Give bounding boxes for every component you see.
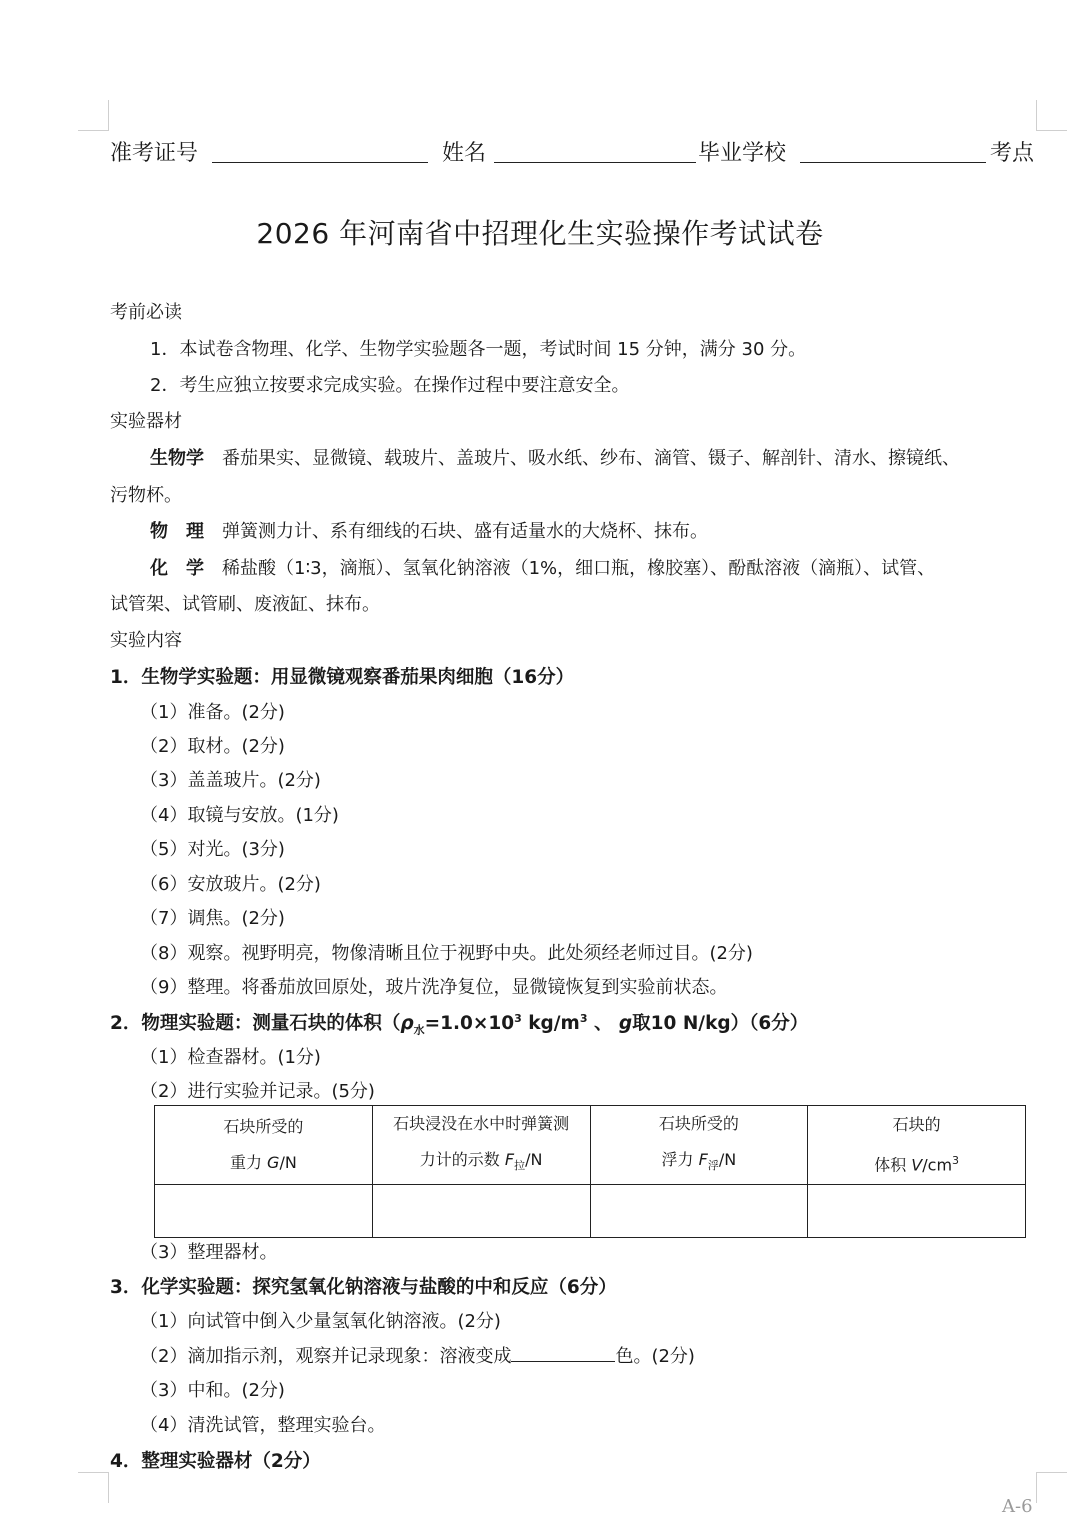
q1-step: （3）盖盖玻片。(2分) — [140, 770, 321, 791]
rho-unit-exponent: 3 — [579, 1011, 588, 1025]
rho-unit: kg/m — [521, 1013, 580, 1034]
header-text: 重力 — [229, 1153, 268, 1173]
q3-step — [140, 1342, 695, 1368]
school-blank[interactable] — [800, 162, 986, 163]
q2-heading — [110, 1009, 808, 1038]
chemistry-materials: 稀盐酸（1∶3，滴瓶）、氢氧化钠溶液（1%，细口瓶，橡胶塞）、酚酞溶液（滴瓶）、试管、 — [222, 558, 936, 579]
buoyancy-cell[interactable] — [590, 1185, 808, 1238]
header-text: 体积 — [874, 1155, 912, 1175]
crop-mark-top-right — [1036, 100, 1067, 131]
q1-heading: 1．生物学实验题：用显微镜观察番茄果肉细胞（16分） — [110, 667, 575, 688]
header-text — [155, 1145, 372, 1181]
symbol-g: G — [267, 1153, 280, 1173]
reading-cell[interactable] — [372, 1185, 590, 1238]
notice-item: 2．考生应独立按要求完成实验。在操作过程中要注意安全。 — [150, 375, 630, 396]
color-answer-blank[interactable] — [511, 1343, 615, 1362]
q2-step: （2）进行实验并记录。(5分) — [140, 1081, 375, 1102]
q1-step: （8）观察。视野明亮，物像清晰且位于视野中央。此处须经老师过目。(2分) — [140, 943, 753, 964]
header-text: 力计的示数 — [419, 1150, 505, 1169]
unit: /N — [525, 1150, 543, 1169]
school-label: 毕业学校 — [698, 141, 787, 166]
weight-cell[interactable] — [155, 1185, 373, 1238]
crop-mark-bottom-left — [78, 1472, 109, 1503]
rho-exponent: 3 — [514, 1011, 522, 1025]
q1-step: （1）准备。(2分) — [140, 702, 285, 723]
chemistry-label: 化 学 — [150, 558, 204, 579]
page-number: A-6 — [1002, 1496, 1033, 1517]
q2-heading-text: 2．物理实验题：测量石块的体积（ — [110, 1013, 401, 1034]
q3-step: （3）中和。(2分) — [140, 1380, 285, 1401]
name-label: 姓名 — [442, 141, 487, 166]
q1-step: （5）对光。(3分) — [140, 839, 285, 860]
g-symbol: g — [618, 1013, 633, 1034]
q3-step: （1）向试管中倒入少量氢氧化钠溶液。(2分) — [140, 1311, 501, 1332]
materials-biology — [150, 444, 960, 470]
exam-id-label: 准考证号 — [110, 141, 199, 166]
exam-id-blank[interactable] — [212, 162, 428, 163]
q1-step: （2）取材。(2分) — [140, 736, 285, 757]
exam-title: 2026 年河南省中招理化生实验操作考试试卷 — [256, 217, 824, 250]
header-text: 浮力 — [661, 1150, 699, 1169]
symbol-f: F — [504, 1150, 515, 1169]
q3-step-text: 色。(2分) — [615, 1346, 695, 1367]
subscript: 拉 — [514, 1159, 526, 1173]
rho-subscript: 水 — [413, 1023, 425, 1037]
header-text: 石块的 — [892, 1114, 941, 1134]
exponent: 3 — [952, 1153, 960, 1167]
biology-materials-cont: 污物杯。 — [110, 485, 182, 506]
unit: /N — [718, 1150, 737, 1169]
name-blank[interactable] — [494, 162, 696, 163]
col-reading-header — [372, 1106, 590, 1185]
physics-label: 物 理 — [150, 521, 204, 542]
chemistry-materials-cont: 试管架、试管刷、废液缸、抹布。 — [110, 594, 380, 615]
q1-step: （9）整理。将番茄放回原处，玻片洗净复位，显微镜恢复到实验前状态。 — [140, 977, 728, 998]
header-text: 石块所受的 — [223, 1117, 304, 1137]
q1-step: （7）调焦。(2分) — [140, 908, 285, 929]
table-row — [155, 1185, 1026, 1238]
unit: /cm — [922, 1155, 953, 1175]
separator: 、 — [587, 1013, 619, 1034]
materials-chemistry — [150, 554, 935, 580]
materials-physics — [150, 517, 708, 543]
q2-step: （1）检查器材。(1分) — [140, 1047, 321, 1068]
header-text: 石块所受的 — [658, 1114, 739, 1133]
q3-step-text: （2）滴加指示剂，观察并记录现象：溶液变成 — [140, 1346, 512, 1367]
subscript: 浮 — [707, 1159, 719, 1173]
table-header-row — [155, 1106, 1026, 1185]
symbol-f: F — [698, 1150, 708, 1169]
exam-site-label: 考点 — [990, 141, 1035, 166]
rho-symbol: ρ — [400, 1013, 414, 1034]
header-text: 石块浸没在水中时弹簧测 — [393, 1114, 570, 1133]
notice-item: 1．本试卷含物理、化学、生物学实验题各一题，考试时间 15 分钟，满分 30 分。 — [150, 339, 807, 360]
record-table — [154, 1105, 1026, 1238]
header-text — [808, 1143, 1025, 1183]
rho-value: =1.0×10 — [424, 1013, 515, 1034]
volume-cell[interactable] — [808, 1185, 1026, 1238]
q2-step: （3）整理器材。 — [140, 1242, 278, 1263]
unit: /N — [279, 1153, 297, 1173]
header-text — [591, 1142, 808, 1184]
col-volume-header — [808, 1106, 1026, 1185]
physics-materials: 弹簧测力计、系有细线的石块、盛有适量水的大烧杯、抹布。 — [222, 521, 708, 542]
col-buoyancy-header — [590, 1106, 808, 1185]
col-weight-header — [155, 1106, 373, 1185]
header-text — [373, 1142, 590, 1184]
biology-materials: 番茄果实、显微镜、载玻片、盖玻片、吸水纸、纱布、滴管、镊子、解剖针、清水、擦镜纸、 — [222, 448, 960, 469]
biology-label: 生物学 — [150, 448, 204, 469]
q4-heading: 4．整理实验器材（2分） — [110, 1451, 321, 1472]
notice-heading: 考前必读 — [110, 302, 182, 323]
crop-mark-bottom-right — [1036, 1472, 1067, 1503]
candidate-info-row — [110, 136, 1040, 168]
q1-step: （6）安放玻片。(2分) — [140, 874, 321, 895]
content-heading: 实验内容 — [110, 630, 182, 651]
symbol-v: V — [911, 1155, 923, 1175]
g-value: 取10 N/kg）（6分） — [632, 1013, 809, 1034]
crop-mark-top-left — [78, 100, 109, 131]
q3-heading: 3．化学实验题：探究氢氧化钠溶液与盐酸的中和反应（6分） — [110, 1277, 617, 1298]
materials-heading: 实验器材 — [110, 411, 182, 432]
q1-step: （4）取镜与安放。(1分) — [140, 805, 339, 826]
q3-step: （4）清洗试管，整理实验台。 — [140, 1415, 386, 1436]
